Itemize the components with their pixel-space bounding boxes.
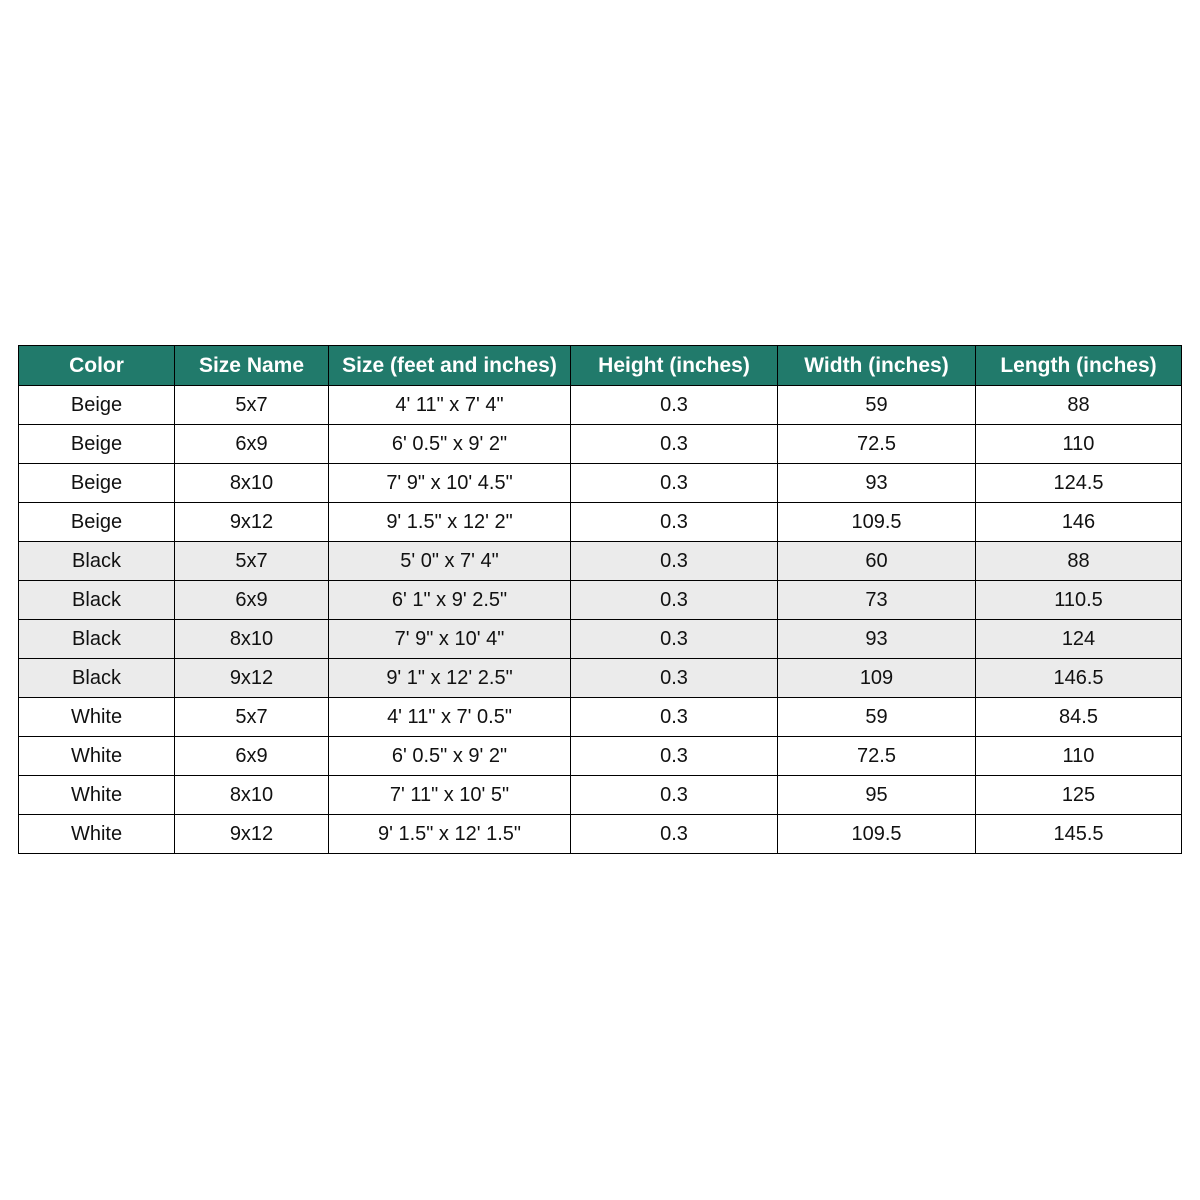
cell-size-feet-inches: 9' 1" x 12' 2.5" — [329, 659, 571, 698]
cell-size-feet-inches: 6' 1" x 9' 2.5" — [329, 581, 571, 620]
cell-height: 0.3 — [571, 425, 778, 464]
cell-width: 109.5 — [778, 815, 976, 854]
table-header — [19, 346, 1182, 386]
cell-color: White — [19, 698, 175, 737]
cell-color: Black — [19, 620, 175, 659]
cell-size-name: 8x10 — [175, 620, 329, 659]
cell-color: White — [19, 776, 175, 815]
cell-color: Black — [19, 659, 175, 698]
table-row — [19, 659, 1182, 698]
cell-length: 88 — [976, 386, 1182, 425]
cell-size-name: 8x10 — [175, 464, 329, 503]
table-body — [19, 386, 1182, 854]
cell-width: 95 — [778, 776, 976, 815]
table-row — [19, 425, 1182, 464]
cell-height: 0.3 — [571, 698, 778, 737]
cell-size-feet-inches: 7' 11" x 10' 5" — [329, 776, 571, 815]
cell-length: 145.5 — [976, 815, 1182, 854]
table-row — [19, 698, 1182, 737]
cell-size-feet-inches: 7' 9" x 10' 4.5" — [329, 464, 571, 503]
cell-color: Black — [19, 542, 175, 581]
cell-height: 0.3 — [571, 659, 778, 698]
column-header-width: Width (inches) — [778, 346, 976, 386]
cell-length: 146 — [976, 503, 1182, 542]
cell-length: 84.5 — [976, 698, 1182, 737]
table-row — [19, 464, 1182, 503]
cell-width: 109 — [778, 659, 976, 698]
cell-size-feet-inches: 6' 0.5" x 9' 2" — [329, 425, 571, 464]
cell-length: 124 — [976, 620, 1182, 659]
table-row — [19, 620, 1182, 659]
cell-size-name: 6x9 — [175, 581, 329, 620]
column-header-size-name: Size Name — [175, 346, 329, 386]
cell-color: Beige — [19, 503, 175, 542]
cell-height: 0.3 — [571, 464, 778, 503]
cell-size-name: 9x12 — [175, 815, 329, 854]
column-header-length: Length (inches) — [976, 346, 1182, 386]
cell-size-name: 6x9 — [175, 737, 329, 776]
cell-size-name: 5x7 — [175, 698, 329, 737]
cell-length: 124.5 — [976, 464, 1182, 503]
cell-height: 0.3 — [571, 503, 778, 542]
column-header-color: Color — [19, 346, 175, 386]
cell-height: 0.3 — [571, 386, 778, 425]
cell-height: 0.3 — [571, 815, 778, 854]
cell-width: 72.5 — [778, 425, 976, 464]
cell-size-name: 6x9 — [175, 425, 329, 464]
cell-width: 93 — [778, 464, 976, 503]
cell-length: 88 — [976, 542, 1182, 581]
cell-color: White — [19, 737, 175, 776]
cell-height: 0.3 — [571, 737, 778, 776]
table-row — [19, 737, 1182, 776]
column-header-height: Height (inches) — [571, 346, 778, 386]
table-row — [19, 776, 1182, 815]
cell-color: Beige — [19, 425, 175, 464]
table-row — [19, 503, 1182, 542]
cell-size-feet-inches: 6' 0.5" x 9' 2" — [329, 737, 571, 776]
cell-width: 60 — [778, 542, 976, 581]
cell-width: 72.5 — [778, 737, 976, 776]
column-header-size-feet-inches: Size (feet and inches) — [329, 346, 571, 386]
cell-size-name: 8x10 — [175, 776, 329, 815]
table-row — [19, 542, 1182, 581]
cell-width: 73 — [778, 581, 976, 620]
cell-size-feet-inches: 9' 1.5" x 12' 2" — [329, 503, 571, 542]
cell-color: Black — [19, 581, 175, 620]
cell-size-name: 9x12 — [175, 503, 329, 542]
cell-length: 110 — [976, 425, 1182, 464]
cell-width: 59 — [778, 386, 976, 425]
cell-width: 109.5 — [778, 503, 976, 542]
cell-color: Beige — [19, 464, 175, 503]
cell-size-name: 5x7 — [175, 386, 329, 425]
cell-height: 0.3 — [571, 620, 778, 659]
cell-size-feet-inches: 4' 11" x 7' 0.5" — [329, 698, 571, 737]
cell-width: 59 — [778, 698, 976, 737]
cell-height: 0.3 — [571, 776, 778, 815]
cell-height: 0.3 — [571, 581, 778, 620]
cell-length: 110 — [976, 737, 1182, 776]
cell-length: 125 — [976, 776, 1182, 815]
cell-length: 146.5 — [976, 659, 1182, 698]
cell-color: Beige — [19, 386, 175, 425]
table-row — [19, 815, 1182, 854]
cell-width: 93 — [778, 620, 976, 659]
cell-color: White — [19, 815, 175, 854]
cell-size-name: 9x12 — [175, 659, 329, 698]
cell-size-name: 5x7 — [175, 542, 329, 581]
header-row — [19, 346, 1182, 386]
cell-size-feet-inches: 9' 1.5" x 12' 1.5" — [329, 815, 571, 854]
cell-length: 110.5 — [976, 581, 1182, 620]
size-table — [18, 345, 1182, 854]
cell-size-feet-inches: 5' 0" x 7' 4" — [329, 542, 571, 581]
size-chart — [18, 345, 1181, 854]
table-row — [19, 581, 1182, 620]
cell-height: 0.3 — [571, 542, 778, 581]
cell-size-feet-inches: 7' 9" x 10' 4" — [329, 620, 571, 659]
table-row — [19, 386, 1182, 425]
cell-size-feet-inches: 4' 11" x 7' 4" — [329, 386, 571, 425]
